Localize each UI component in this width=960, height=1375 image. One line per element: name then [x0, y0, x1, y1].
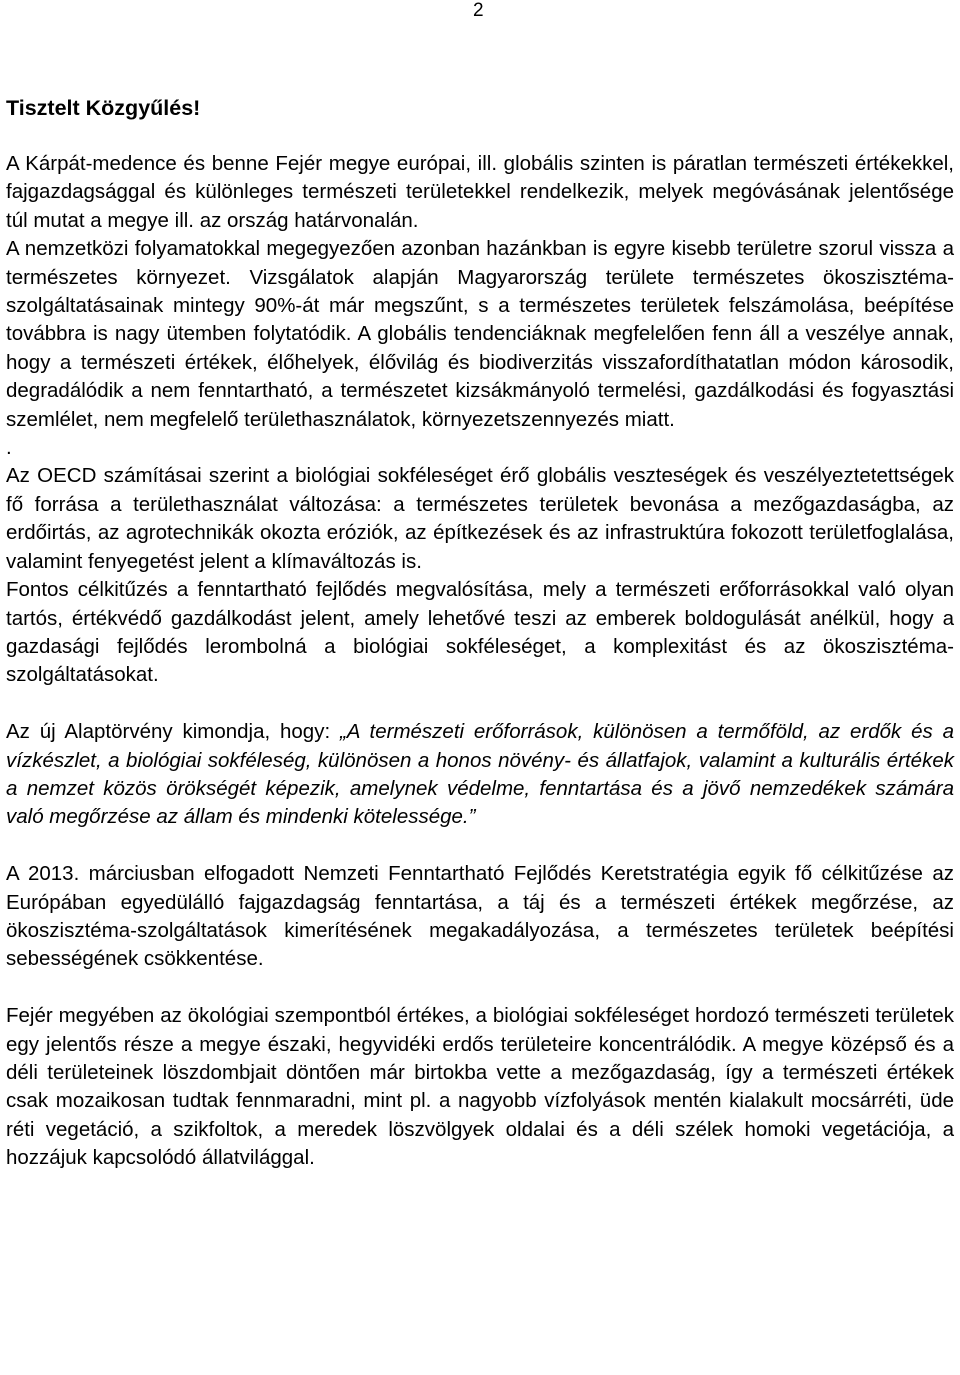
spacer [6, 832, 954, 860]
paragraph-sustainability: Fontos célkitűzés a fenntartható fejlődés megvalósítása, mely a természeti erőforrásokkal való olyan tartós, értékvédő gazdálkodást jelent, amely lehetővé teszi az emberek boldogulását anélkül, hogy a gazdasági fejlődés lerombolná a biológiai sokféleséget, a komplexitást és az ökoszisztéma-szolgáltatásokat. [6, 578, 954, 687]
document-body [6, 94, 954, 1173]
paragraph-decline: A nemzetközi folyamatokkal megegyezően azonban hazánkban is egyre kisebb területre szorul vissza a természetes környezet. Vizsgálatok alapján Magyarország területe természetes ökoszisztéma-szolgáltatásainak mintegy 90%-át már megszűnt, s a természetes területek felszámolása, beépítése továbbra is nagy ütemben folytatódik. A globális tendenciáknak megfelelően fenn áll a veszélye annak, hogy a természeti értékek, élőhelyek, élővilág és biodiverzitás visszafordíthatatlan módon károsodik, degradálódik a nem fenntartható, a természetet kizsákmányoló termelési, gazdálkodási és fogyasztási szemlélet, nem megfelelő területhasználatok, környezetszennyezés miatt. [6, 237, 954, 431]
constitution-quote: „A természeti erőforrások, különösen a termőföld, az erdők és a vízkészlet, a biológiai sokféleség, különösen a honos növény- és állatfajok, valamint a kulturális értékek a nemzet közös örökségét képezik, amelynek védelme, fenntartása és a jövő nemzedékek számára való megőrzése az állam és mindenki kötelessége.” [6, 720, 954, 829]
paragraph-constitution [6, 718, 954, 832]
paragraph-oecd: Az OECD számításai szerint a biológiai sokféleséget érő globális veszteségek és veszélyeztetettségek fő forrása a területhasználat változása: a természetes területek bevonása a mezőgazdaságba, az erdőirtás, az agrotechnikák okozta eróziók, az építkezések és az infrastruktúra fokozott területfoglalása, valamint fenyegetést jelent a klímaváltozás is. [6, 464, 954, 573]
salutation-heading: Tisztelt Közgyűlés! [6, 96, 201, 120]
spacer [6, 690, 954, 718]
paragraph-strategy: A 2013. márciusban elfogadott Nemzeti Fenntartható Fejlődés Keretstratégia egyik fő célkitűzése az Európában egyedülálló fajgazdagság fenntartása, a táj és a természeti értékek megőrzése, az ökoszisztéma-szolgáltatások kimerítésének megakadályozása, a természetes területek beépítési sebességének csökkentése. [6, 862, 954, 971]
paragraph-fejer-county: Fejér megyében az ökológiai szempontból értékes, a biológiai sokféleséget hordozó természeti területek egy jelentős része a megye északi, hegyvidéki erdős területeire koncentrálódik. A megye középső és a déli területeinek löszdombjait döntően már birtokba vette a mezőgazdaság, így a természeti értékek csak mozaikosan tudtak fennmaradni, mint pl. a nagyobb vízfolyások mentén kialakult mocsárréti, üde réti vegetáció, a szikfoltok, a meredek löszvölgyek oldalai és a déli szélek homoki vegetációja, a hozzájuk kapcsolódó állatvilággal. [6, 1004, 954, 1170]
spacer [6, 974, 954, 1002]
paragraph-intro: A Kárpát-medence és benne Fejér megye európai, ill. globális szinten is páratlan természeti értékekkel, fajgazdagsággal és különleges természeti területekkel rendelkezik, melyek megóvásának jelentősége túl mutat a megye ill. az ország határvonalán. [6, 152, 954, 232]
constitution-lead: Az új Alaptörvény kimondja, hogy: [6, 720, 340, 744]
stray-dot: . [6, 436, 12, 460]
page-number: 2 [473, 0, 484, 21]
